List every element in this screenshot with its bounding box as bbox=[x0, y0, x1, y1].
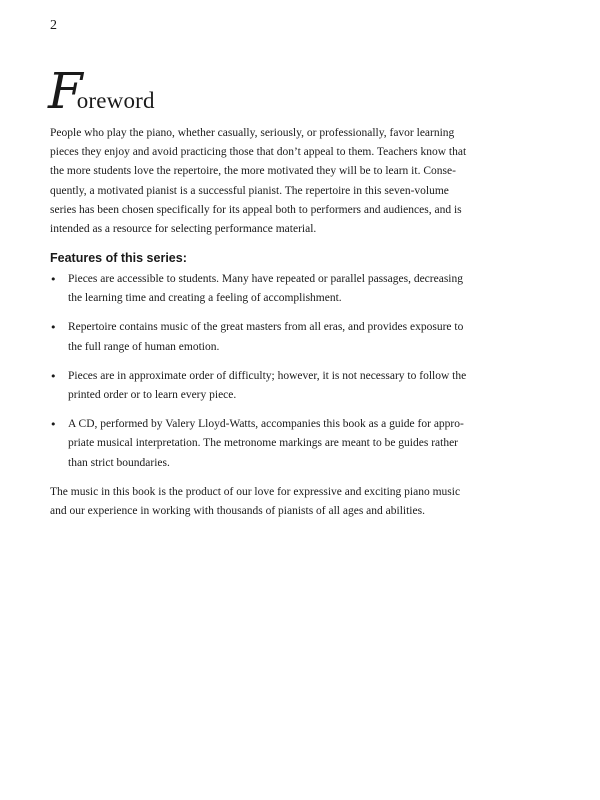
feature-line: priate musical interpretation. The metronome markings are meant to be guides rather bbox=[68, 437, 459, 450]
intro-paragraph bbox=[50, 124, 467, 239]
title-rest: oreword bbox=[76, 88, 155, 113]
feature-line: Pieces are in approximate order of difficulty; however, it is not necessary to follow the bbox=[68, 369, 467, 382]
closing-line: and our experience in working with thousands of pianists of all ages and abilities. bbox=[50, 505, 425, 518]
feature-line: A CD, performed by Valery Lloyd-Watts, accompanies this book as a guide for appro- bbox=[68, 418, 464, 431]
bullet-icon: • bbox=[50, 273, 57, 286]
page-title bbox=[48, 62, 155, 120]
bullet-icon: • bbox=[50, 321, 57, 335]
intro-line: series has been chosen specifically for its appeal both to performers and audiences, and is bbox=[50, 203, 462, 216]
intro-line: People who play the piano, whether casually, seriously, or professionally, favor learning bbox=[50, 127, 455, 139]
features-heading: Features of this series: bbox=[50, 251, 187, 265]
intro-line: quently, a motivated pianist is a successful pianist. The repertoire in this seven-volume bbox=[50, 184, 449, 197]
intro-line: pieces they enjoy and avoid practicing those that don’t appeal to them. Teachers know that bbox=[50, 146, 467, 159]
feature-item bbox=[50, 318, 470, 356]
bullet-icon: • bbox=[50, 418, 57, 432]
features-list bbox=[50, 270, 470, 483]
feature-item bbox=[50, 415, 470, 473]
feature-line: the learning time and creating a feeling of accomplishment. bbox=[68, 292, 342, 305]
bullet-icon: • bbox=[50, 369, 57, 383]
intro-line: intended as a resource for selecting performance material. bbox=[50, 223, 317, 236]
page-number: 2 bbox=[50, 18, 57, 33]
feature-line: Pieces are accessible to students. Many have repeated or parallel passages, decreasing bbox=[68, 273, 463, 285]
intro-line: the more students love the repertoire, the more motivated they will be to learn it. Conse- bbox=[50, 165, 456, 178]
feature-line: Repertoire contains music of the great masters from all eras, and provides exposure to bbox=[68, 321, 464, 334]
title-drop-cap: F bbox=[48, 62, 77, 120]
feature-line: printed order or to learn every piece. bbox=[68, 389, 237, 402]
feature-line: the full range of human emotion. bbox=[68, 340, 220, 353]
feature-line: than strict boundaries. bbox=[68, 456, 170, 469]
closing-paragraph bbox=[50, 483, 470, 521]
feature-item bbox=[50, 367, 470, 405]
closing-line: The music in this book is the product of our love for expressive and exciting piano music bbox=[50, 486, 461, 498]
feature-item bbox=[50, 270, 470, 308]
